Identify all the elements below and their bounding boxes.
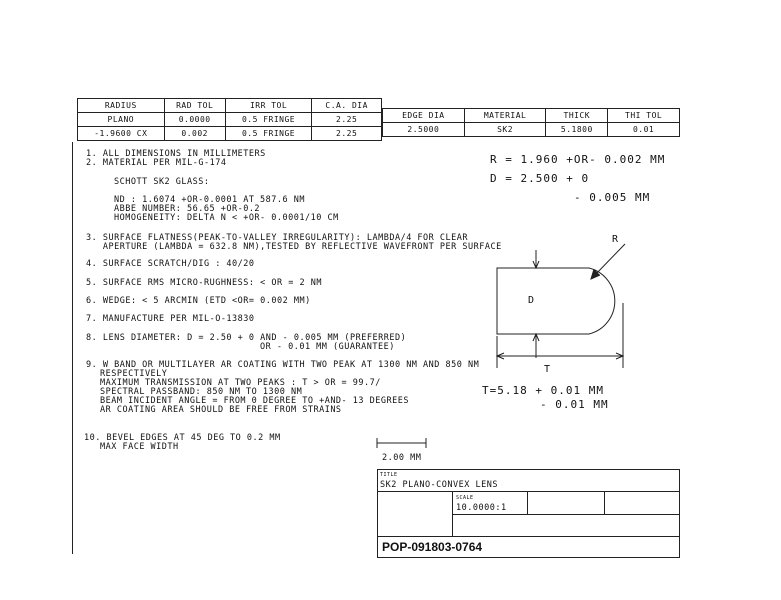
table-cell: SK2 bbox=[464, 123, 546, 137]
note-9-line4: SPECTRAL PASSBAND: 850 NM TO 1300 NM bbox=[100, 387, 303, 397]
table-row bbox=[383, 123, 680, 137]
note-4: 4. SURFACE SCRATCH/DIG : 40/20 bbox=[86, 259, 255, 269]
title-block-divider bbox=[377, 491, 680, 492]
table-cell: 0.002 bbox=[164, 127, 225, 141]
note-10: 10. BEVEL EDGES AT 45 DEG TO 0.2 MM bbox=[84, 433, 281, 443]
radius-spec: R = 1.960 +OR- 0.002 MM bbox=[490, 153, 666, 166]
spec-table-right bbox=[382, 108, 680, 137]
table-header: THICK bbox=[546, 109, 608, 123]
glass-homogeneity: HOMOGENEITY: DELTA N < +OR- 0.0001/10 CM bbox=[114, 213, 339, 223]
diameter-tolerance: - 0.005 MM bbox=[574, 191, 651, 204]
note-9-line3: MAXIMUM TRANSMISSION AT TWO PEAKS : T > OR = 99.7/ bbox=[100, 378, 381, 388]
table-cell: 2.25 bbox=[312, 127, 382, 141]
title-caption: TITLE bbox=[380, 472, 398, 478]
table-row bbox=[78, 113, 382, 127]
drawing-title: SK2 PLANO-CONVEX LENS bbox=[380, 480, 498, 490]
note-9-line6: AR COATING AREA SHOULD BE FREE FROM STRAINS bbox=[100, 405, 342, 415]
diameter-spec: D = 2.500 + 0 bbox=[490, 172, 590, 185]
table-row bbox=[78, 127, 382, 141]
thickness-spec: T=5.18 + 0.01 MM bbox=[482, 384, 604, 397]
spec-table-left bbox=[77, 98, 382, 141]
table-cell: -1.9600 CX bbox=[78, 127, 165, 141]
note-8-cont: OR - 0.01 MM (GUARANTEE) bbox=[260, 342, 395, 352]
note-9: 9. W BAND OR MULTILAYER AR COATING WITH TWO PEAK AT 1300 NM AND 850 NM bbox=[86, 360, 480, 370]
diameter-label: D bbox=[528, 295, 535, 306]
title-block-top bbox=[377, 469, 680, 470]
note-9-line5: BEAM INCIDENT ANGLE = FROM 0 DEGREE TO +AND- 13 DEGREES bbox=[100, 396, 409, 406]
table-header: RADIUS bbox=[78, 99, 165, 113]
table-header: THI TOL bbox=[608, 109, 680, 123]
table-cell: 0.0000 bbox=[164, 113, 225, 127]
scale-caption: SCALE bbox=[456, 495, 474, 501]
table-cell: 0.5 FRINGE bbox=[225, 127, 312, 141]
title-block-left bbox=[377, 469, 378, 558]
table-cell: 2.5000 bbox=[383, 123, 465, 137]
table-header-row bbox=[78, 99, 382, 113]
table-cell: 2.25 bbox=[312, 113, 382, 127]
title-block-pn-row bbox=[377, 536, 680, 537]
table-header: IRR TOL bbox=[225, 99, 312, 113]
part-number: POP-091803-0764 bbox=[382, 540, 483, 554]
left-border bbox=[72, 142, 73, 554]
table-header: MATERIAL bbox=[464, 109, 546, 123]
glass-title: SCHOTT SK2 GLASS: bbox=[114, 177, 210, 187]
table-header-row bbox=[383, 109, 680, 123]
table-cell: 0.5 FRINGE bbox=[225, 113, 312, 127]
title-block-sep2 bbox=[527, 491, 528, 514]
title-block-bottom bbox=[377, 557, 680, 558]
thickness-label: T bbox=[544, 364, 551, 375]
drawing-sheet bbox=[72, 96, 680, 558]
note-1: 1. ALL DIMENSIONS IN MILLIMETERS bbox=[86, 149, 266, 159]
note-6: 6. WEDGE: < 5 ARCMIN (ETD <OR= 0.002 MM) bbox=[86, 296, 311, 306]
scale-bar-label: 2.00 MM bbox=[382, 453, 422, 463]
glass-nd: ND : 1.6074 +OR-0.0001 AT 587.6 NM bbox=[114, 195, 305, 205]
radius-leader bbox=[594, 244, 625, 276]
note-8: 8. LENS DIAMETER: D = 2.50 + 0 AND - 0.005 MM (PREFERRED) bbox=[86, 333, 407, 343]
note-3: 3. SURFACE FLATNESS(PEAK-TO-VALLEY IRREGULARITY): LAMBDA/4 FOR CLEAR bbox=[86, 233, 468, 243]
table-header: RAD TOL bbox=[164, 99, 225, 113]
title-block-sep3 bbox=[604, 491, 605, 514]
note-5: 5. SURFACE RMS MICRO-RUGHNESS: < OR = 2 NM bbox=[86, 278, 322, 288]
scale-bar bbox=[374, 436, 434, 450]
glass-abbe: ABBE NUMBER: 56.65 +OR-0.2 bbox=[114, 204, 261, 214]
title-block-scale-row bbox=[452, 514, 680, 515]
note-2: 2. MATERIAL PER MIL-G-174 bbox=[86, 158, 227, 168]
scale-value: 10.0000:1 bbox=[456, 503, 507, 513]
table-header: C.A. DIA bbox=[312, 99, 382, 113]
lens-outline bbox=[497, 268, 615, 334]
radius-label: R bbox=[612, 234, 619, 245]
table-header: EDGE DIA bbox=[383, 109, 465, 123]
title-block-sep1 bbox=[452, 491, 453, 536]
table-cell: 0.01 bbox=[608, 123, 680, 137]
note-3-cont: APERTURE (LAMBDA = 632.8 NM),TESTED BY REFLECTIVE WAVEFRONT PER SURFACE bbox=[86, 242, 502, 252]
thickness-tolerance: - 0.01 MM bbox=[540, 398, 609, 411]
note-10-cont: MAX FACE WIDTH bbox=[100, 442, 179, 452]
note-7: 7. MANUFACTURE PER MIL-O-13830 bbox=[86, 314, 255, 324]
note-9-line2: RESPECTIVELY bbox=[100, 369, 168, 379]
table-cell: 5.1800 bbox=[546, 123, 608, 137]
table-cell: PLANO bbox=[78, 113, 165, 127]
